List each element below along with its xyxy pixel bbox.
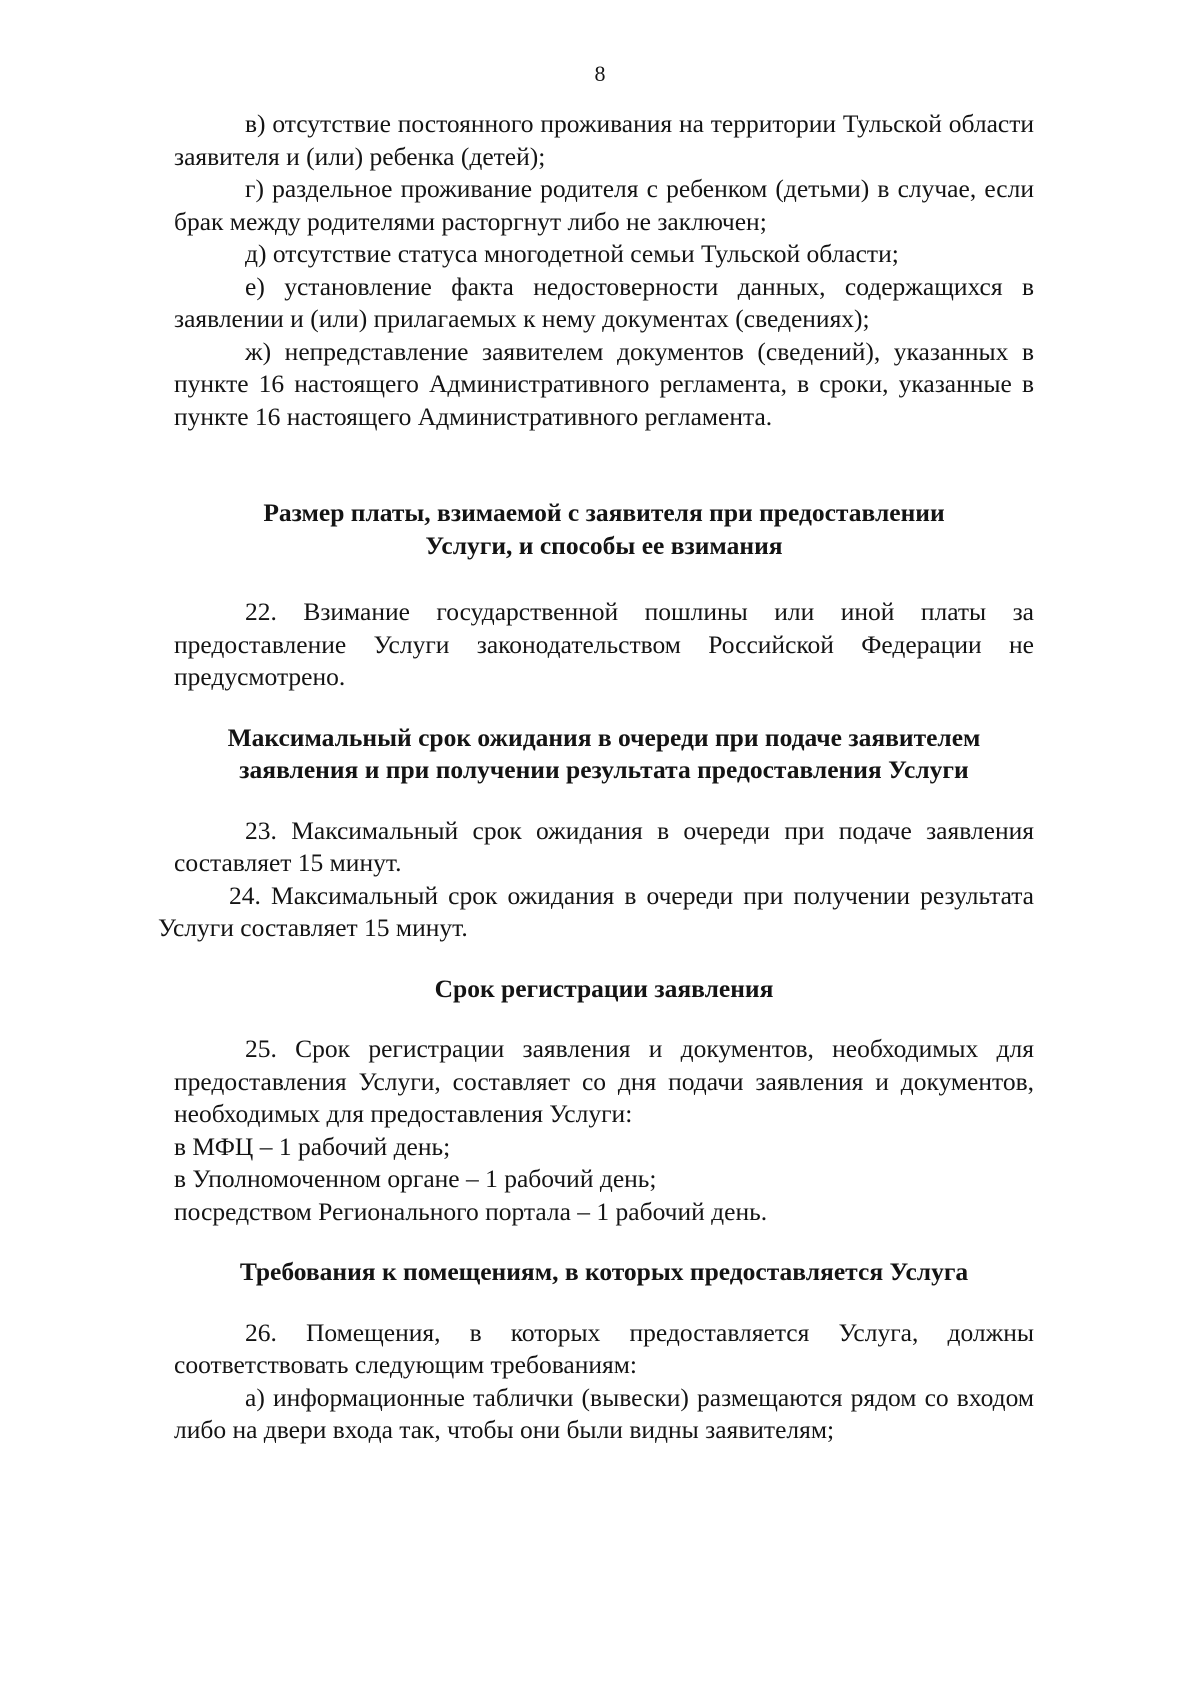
heading-line: Услуги, и способы ее взимания (425, 530, 783, 560)
page-number: 8 (594, 61, 606, 86)
item-v: в) отсутствие постоянного проживания на территории Тульской области заявителя и (или) ребенка (детей); (174, 109, 1034, 171)
heading-line: Размер платы, взимаемой с заявителя при предоставлении (263, 498, 945, 527)
registration-mfc: в МФЦ – 1 рабочий день; (174, 1131, 451, 1161)
spacer (174, 787, 1034, 815)
item-g: г) раздельное проживание родителя с ребенком (детьми) в случае, если брак между родителями расторгнут либо не заключен; (174, 174, 1034, 236)
item-a: а) информационные таблички (вывески) размещаются рядом со входом либо на двери входа так, чтобы они были видны заявителям; (174, 1382, 1034, 1444)
spacer (174, 1228, 1034, 1256)
paragraph-24: 24. Максимальный срок ожидания в очереди при получении результата Услуги составляет 15 минут. (158, 880, 1034, 942)
spacer (174, 562, 1034, 596)
section-heading-registration: Срок регистрации заявления (434, 973, 774, 1003)
spacer (174, 945, 1034, 973)
spacer (174, 433, 1034, 497)
registration-authority: в Уполномоченном органе – 1 рабочий день; (174, 1164, 657, 1193)
spacer (174, 1005, 1034, 1033)
heading-line: Максимальный срок ожидания в очереди при подаче заявителем (227, 722, 981, 752)
heading-line: заявления и при получении результата предоставления Услуги (239, 755, 969, 784)
document-body (158, 108, 1034, 1447)
paragraph-23: 23. Максимальный срок ожидания в очереди при подаче заявления составляет 15 минут. (174, 815, 1034, 877)
paragraph-25: 25. Срок регистрации заявления и документов, необходимых для предоставления Услуги, составляет со дня подачи заявления и документов, необходимых для предоставления Услуги: (174, 1034, 1034, 1128)
section-heading-fee (174, 497, 1034, 562)
item-zh: ж) непредставление заявителем документов (сведений), указанных в пункте 16 настоящего Административного регламента, в сроки, указанные в пункте 16 настоящего Административного регламента. (174, 336, 1034, 431)
item-d: д) отсутствие статуса многодетной семьи Тульской области; (245, 239, 899, 268)
spacer (174, 1289, 1034, 1317)
section-heading-premises: Требования к помещениям, в которых предоставляется Услуга (239, 1257, 969, 1286)
paragraph-22: 22. Взимание государственной пошлины или иной платы за предоставление Услуги законодательством Российской Федерации не предусмотрено. (174, 597, 1034, 691)
spacer (174, 694, 1034, 722)
item-e: е) установление факта недостоверности данных, содержащихся в заявлении и (или) прилагаемых к нему документах (сведениях); (174, 271, 1034, 333)
registration-portal: посредством Регионального портала – 1 рабочий день. (174, 1196, 768, 1226)
section-heading-queue (174, 722, 1034, 787)
paragraph-26: 26. Помещения, в которых предоставляется Услуга, должны соответствовать следующим требованиям: (174, 1317, 1034, 1379)
